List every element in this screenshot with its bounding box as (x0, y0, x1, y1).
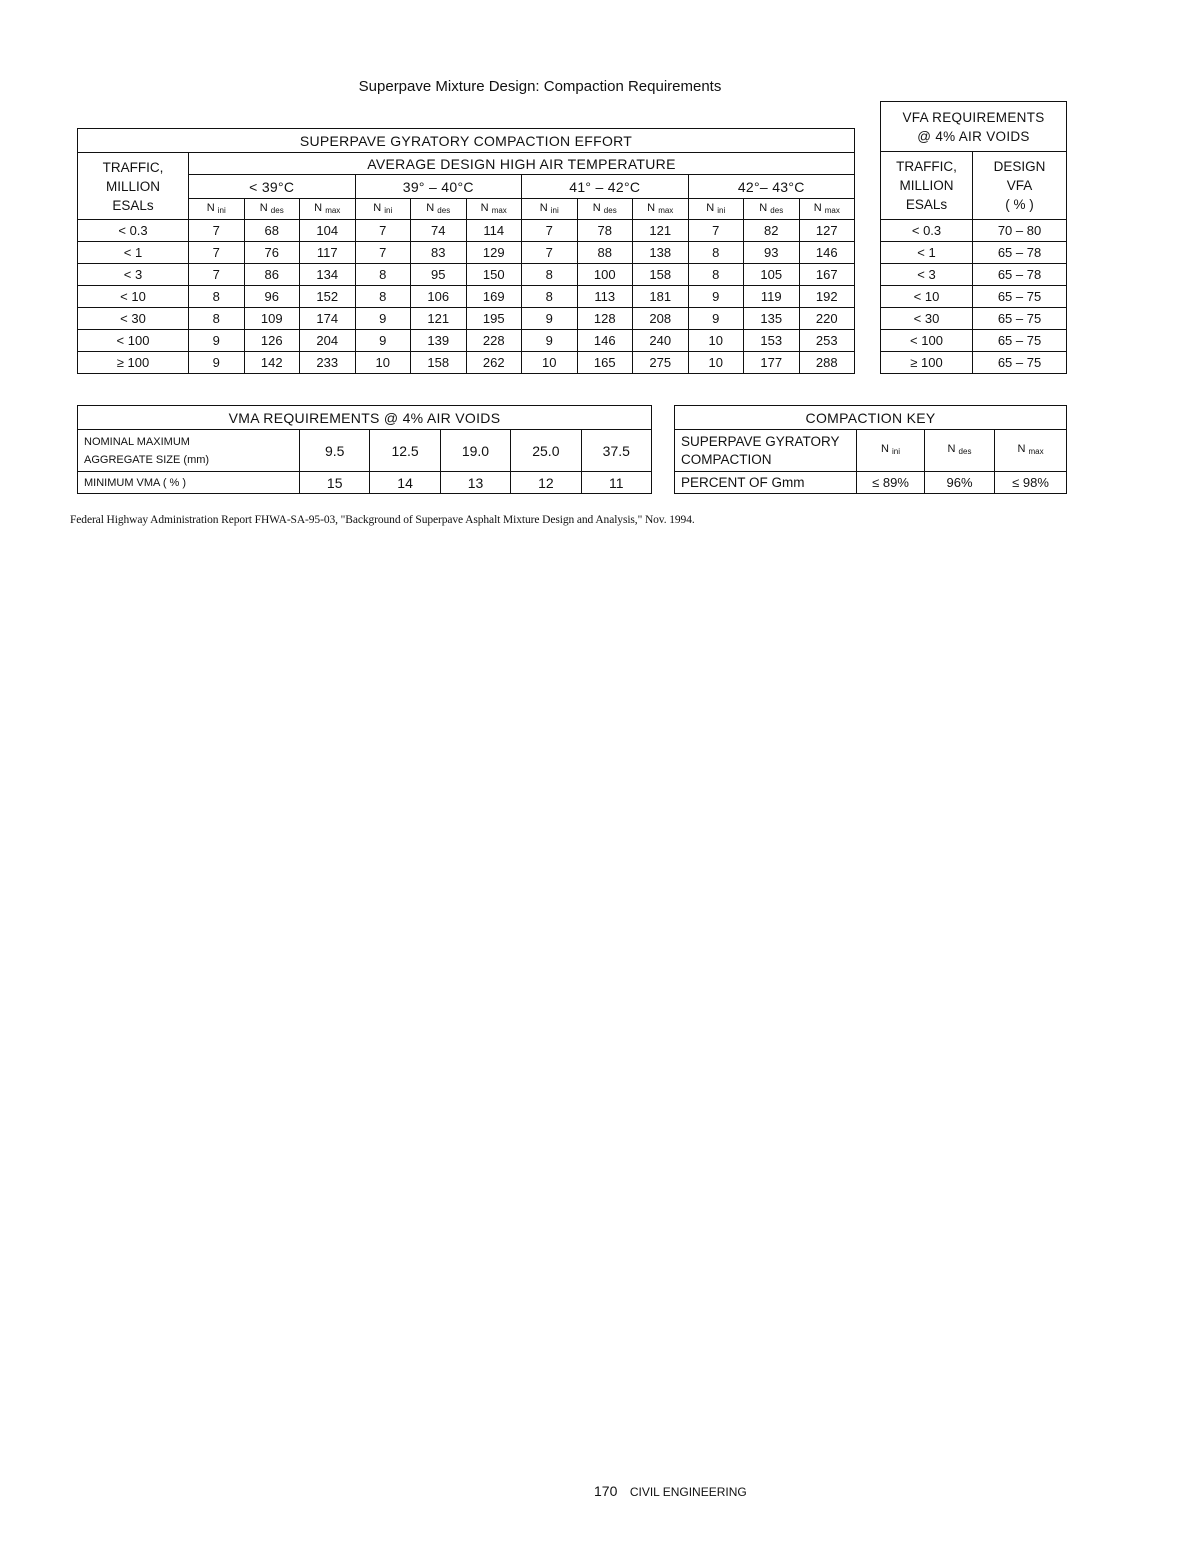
n-header-cell (355, 199, 411, 220)
vfa-value-cell: 65 – 75 (973, 308, 1067, 330)
gyration-cell: 158 (411, 352, 467, 374)
vfa-value-cell: 70 – 80 (973, 220, 1067, 242)
vma-requirements-table (77, 405, 652, 494)
n-subscript: des (437, 205, 451, 215)
vfa-traffic-cell: < 1 (881, 242, 973, 264)
gyration-cell: 95 (411, 264, 467, 286)
gyration-cell: 9 (688, 286, 744, 308)
gyration-cell: 128 (577, 308, 633, 330)
gyration-cell: 8 (522, 264, 578, 286)
traffic-label-line: MILLION (105, 178, 160, 194)
gyration-cell: 9 (355, 330, 411, 352)
vfa-traffic-cell: < 10 (881, 286, 973, 308)
n-header-cell (466, 199, 522, 220)
traffic-cell: < 1 (78, 242, 189, 264)
gyration-cell: 8 (688, 242, 744, 264)
aggregate-size-cell: 19.0 (440, 430, 510, 472)
percent-gmm-label: PERCENT OF Gmm (675, 472, 857, 494)
table-row (78, 352, 855, 374)
aggregate-size-cell: 12.5 (370, 430, 440, 472)
gyration-cell: 139 (411, 330, 467, 352)
n-subscript: des (958, 447, 972, 456)
n-symbol: N (426, 201, 435, 214)
vma-caption: VMA REQUIREMENTS @ 4% AIR VOIDS (78, 406, 652, 430)
vfa-design-header (973, 152, 1067, 220)
gyration-cell: 7 (688, 220, 744, 242)
gyration-cell: 126 (244, 330, 300, 352)
gyration-cell: 10 (355, 352, 411, 374)
compaction-key-table (674, 405, 1067, 494)
temp-range-header: < 39°C (189, 175, 356, 199)
gyration-cell: 134 (300, 264, 356, 286)
table-row (881, 220, 1067, 242)
aggregate-size-label (78, 430, 300, 472)
gyration-cell: 113 (577, 286, 633, 308)
minimum-vma-label: MINIMUM VMA ( % ) (78, 472, 300, 494)
gyration-cell: 96 (244, 286, 300, 308)
aggregate-size-line: NOMINAL MAXIMUM (84, 435, 190, 448)
n-symbol: N (947, 443, 956, 455)
vfa-design-line: VFA (1006, 178, 1033, 193)
gyration-cell: 76 (244, 242, 300, 264)
n-symbol: N (759, 201, 768, 214)
minimum-vma-cell: 11 (581, 472, 651, 494)
gyration-cell: 9 (355, 308, 411, 330)
temp-range-header: 39° – 40°C (355, 175, 522, 199)
minimum-vma-cell: 14 (370, 472, 440, 494)
n-header-cell (925, 430, 995, 472)
gyration-cell: 8 (355, 264, 411, 286)
n-subscript: ini (550, 205, 559, 215)
n-header-cell (577, 199, 633, 220)
gyration-cell: 153 (744, 330, 800, 352)
traffic-cell: < 0.3 (78, 220, 189, 242)
vfa-value-cell: 65 – 75 (973, 352, 1067, 374)
gyratory-caption: SUPERPAVE GYRATORY COMPACTION EFFORT (78, 129, 855, 153)
gyration-cell: 7 (355, 220, 411, 242)
n-subscript: ini (892, 447, 901, 456)
temp-range-header: 42°– 43°C (688, 175, 855, 199)
n-header-cell (857, 430, 925, 472)
key-caption: COMPACTION KEY (675, 406, 1067, 430)
vfa-value-cell: 65 – 75 (973, 330, 1067, 352)
n-header-cell (799, 199, 855, 220)
gyration-cell: 9 (189, 330, 245, 352)
gyration-cell: 86 (244, 264, 300, 286)
gyration-cell: 117 (300, 242, 356, 264)
vfa-traffic-header (881, 152, 973, 220)
traffic-cell: < 10 (78, 286, 189, 308)
gyration-cell: 104 (300, 220, 356, 242)
n-header-cell (411, 199, 467, 220)
gyration-cell: 135 (744, 308, 800, 330)
gyration-cell: 146 (577, 330, 633, 352)
table-row (78, 220, 855, 242)
gyration-cell: 10 (688, 352, 744, 374)
gyration-cell: 220 (799, 308, 855, 330)
vfa-caption (881, 102, 1067, 152)
n-symbol: N (480, 201, 489, 214)
traffic-cell: ≥ 100 (78, 352, 189, 374)
percent-cell: ≤ 98% (995, 472, 1067, 494)
table-row (78, 264, 855, 286)
minimum-vma-cell: 13 (440, 472, 510, 494)
n-header-cell (189, 199, 245, 220)
n-symbol: N (706, 201, 715, 214)
table-row (881, 330, 1067, 352)
gyration-cell: 8 (522, 286, 578, 308)
n-subscript: ini (717, 205, 726, 215)
n-subscript: max (325, 205, 341, 215)
gyration-cell: 275 (633, 352, 689, 374)
gyration-cell: 253 (799, 330, 855, 352)
gyration-cell: 8 (355, 286, 411, 308)
vfa-requirements-table (880, 101, 1067, 374)
page-footer (594, 1483, 747, 1501)
minimum-vma-cell: 15 (300, 472, 370, 494)
n-subscript: des (770, 205, 784, 215)
gyration-cell: 114 (466, 220, 522, 242)
traffic-cell: < 30 (78, 308, 189, 330)
n-symbol: N (1017, 443, 1026, 455)
traffic-cell: < 3 (78, 264, 189, 286)
gyration-cell: 8 (688, 264, 744, 286)
temp-range-header: 41° – 42°C (522, 175, 689, 199)
gyration-cell: 165 (577, 352, 633, 374)
gyration-cell: 7 (189, 220, 245, 242)
gyration-cell: 8 (189, 286, 245, 308)
page-number: 170 (594, 1483, 618, 1499)
vfa-traffic-line: MILLION (899, 178, 954, 193)
gyration-cell: 10 (688, 330, 744, 352)
aggregate-size-cell: 25.0 (511, 430, 581, 472)
n-header-cell (633, 199, 689, 220)
gyration-cell: 68 (244, 220, 300, 242)
gyration-cell: 228 (466, 330, 522, 352)
gyration-cell: 7 (522, 242, 578, 264)
gyration-cell: 127 (799, 220, 855, 242)
n-subscript: max (658, 205, 674, 215)
gyration-cell: 9 (688, 308, 744, 330)
gyration-cell: 233 (300, 352, 356, 374)
gyration-cell: 9 (522, 330, 578, 352)
gyration-cell: 240 (633, 330, 689, 352)
gyration-cell: 192 (799, 286, 855, 308)
gyration-cell: 142 (244, 352, 300, 374)
gyration-cell: 174 (300, 308, 356, 330)
vfa-design-line: DESIGN (993, 159, 1046, 174)
aggregate-size-cell: 9.5 (300, 430, 370, 472)
vfa-traffic-cell: < 30 (881, 308, 973, 330)
gyration-cell: 78 (577, 220, 633, 242)
gyration-cell: 74 (411, 220, 467, 242)
gyration-cell: 288 (799, 352, 855, 374)
gyratory-compaction-table (77, 128, 855, 374)
vfa-traffic-cell: ≥ 100 (881, 352, 973, 374)
n-subscript: max (824, 205, 840, 215)
n-symbol: N (373, 201, 382, 214)
n-header-cell (688, 199, 744, 220)
n-symbol: N (206, 201, 215, 214)
gyration-cell: 138 (633, 242, 689, 264)
gyration-cell: 82 (744, 220, 800, 242)
percent-cell: ≤ 89% (857, 472, 925, 494)
n-header-cell (995, 430, 1067, 472)
gyration-cell: 119 (744, 286, 800, 308)
gyration-cell: 83 (411, 242, 467, 264)
n-subscript: max (1028, 447, 1044, 456)
gyration-cell: 208 (633, 308, 689, 330)
gyration-cell: 7 (189, 264, 245, 286)
gyration-cell: 195 (466, 308, 522, 330)
gyration-cell: 93 (744, 242, 800, 264)
n-symbol: N (259, 201, 268, 214)
vfa-traffic-line: TRAFFIC, (896, 159, 957, 174)
table-row (78, 330, 855, 352)
gyration-cell: 129 (466, 242, 522, 264)
traffic-label-line: TRAFFIC, (102, 159, 164, 175)
gyration-cell: 100 (577, 264, 633, 286)
gyratory-compaction-line: SUPERPAVE GYRATORY (681, 433, 840, 449)
vfa-traffic-line: ESALs (905, 197, 948, 212)
n-subscript: ini (217, 205, 226, 215)
table-row (78, 308, 855, 330)
section-name: CIVIL ENGINEERING (629, 1485, 747, 1499)
vfa-value-cell: 65 – 78 (973, 242, 1067, 264)
n-header-cell (522, 199, 578, 220)
gyration-cell: 7 (189, 242, 245, 264)
table-row (881, 286, 1067, 308)
n-subscript: ini (384, 205, 393, 215)
percent-cell: 96% (925, 472, 995, 494)
gyration-cell: 106 (411, 286, 467, 308)
gyration-cell: 7 (355, 242, 411, 264)
table-row (881, 264, 1067, 286)
gyration-cell: 204 (300, 330, 356, 352)
gyration-cell: 158 (633, 264, 689, 286)
vfa-traffic-cell: < 3 (881, 264, 973, 286)
n-header-cell (300, 199, 356, 220)
aggregate-size-cell: 37.5 (581, 430, 651, 472)
gyration-cell: 9 (189, 352, 245, 374)
table-row (881, 352, 1067, 374)
gyration-cell: 146 (799, 242, 855, 264)
traffic-label-line: ESALs (112, 197, 154, 213)
gyration-cell: 167 (799, 264, 855, 286)
traffic-header (78, 153, 189, 220)
n-symbol: N (539, 201, 548, 214)
vfa-caption-line: @ 4% AIR VOIDS (917, 128, 1030, 144)
gyration-cell: 150 (466, 264, 522, 286)
n-symbol: N (314, 201, 323, 214)
table-row (881, 308, 1067, 330)
gyration-cell: 8 (189, 308, 245, 330)
vfa-value-cell: 65 – 78 (973, 264, 1067, 286)
gyration-cell: 262 (466, 352, 522, 374)
traffic-cell: < 100 (78, 330, 189, 352)
table-row (78, 286, 855, 308)
gyration-cell: 10 (522, 352, 578, 374)
gyratory-compaction-line: COMPACTION (681, 451, 772, 467)
gyration-cell: 181 (633, 286, 689, 308)
gyration-cell: 105 (744, 264, 800, 286)
n-header-cell (244, 199, 300, 220)
table-row (881, 242, 1067, 264)
temperature-caption: AVERAGE DESIGN HIGH AIR TEMPERATURE (189, 153, 855, 175)
gyration-cell: 109 (244, 308, 300, 330)
n-header-cell (744, 199, 800, 220)
table-row (78, 242, 855, 264)
gyration-cell: 169 (466, 286, 522, 308)
gyratory-compaction-label (675, 430, 857, 472)
page-title: Superpave Mixture Design: Compaction Requirements (358, 78, 722, 95)
minimum-vma-cell: 12 (511, 472, 581, 494)
aggregate-size-line: AGGREGATE SIZE (mm) (84, 453, 210, 466)
footnote: Federal Highway Administration Report FHWA-SA-95-03, "Background of Superpave Asphalt Mixture Design and Analysis," Nov. 1994. (70, 514, 695, 526)
vfa-value-cell: 65 – 75 (973, 286, 1067, 308)
vfa-caption-line: VFA REQUIREMENTS (902, 109, 1045, 125)
vfa-traffic-cell: < 0.3 (881, 220, 973, 242)
gyration-cell: 121 (633, 220, 689, 242)
n-subscript: des (603, 205, 617, 215)
gyration-cell: 177 (744, 352, 800, 374)
gyration-cell: 7 (522, 220, 578, 242)
n-symbol: N (647, 201, 656, 214)
gyration-cell: 88 (577, 242, 633, 264)
n-subscript: max (491, 205, 507, 215)
gyration-cell: 9 (522, 308, 578, 330)
gyration-cell: 121 (411, 308, 467, 330)
n-symbol: N (880, 443, 889, 455)
n-subscript: des (270, 205, 284, 215)
vfa-traffic-cell: < 100 (881, 330, 973, 352)
n-symbol: N (813, 201, 822, 214)
n-symbol: N (592, 201, 601, 214)
vfa-design-line: ( % ) (1005, 197, 1034, 212)
gyration-cell: 152 (300, 286, 356, 308)
